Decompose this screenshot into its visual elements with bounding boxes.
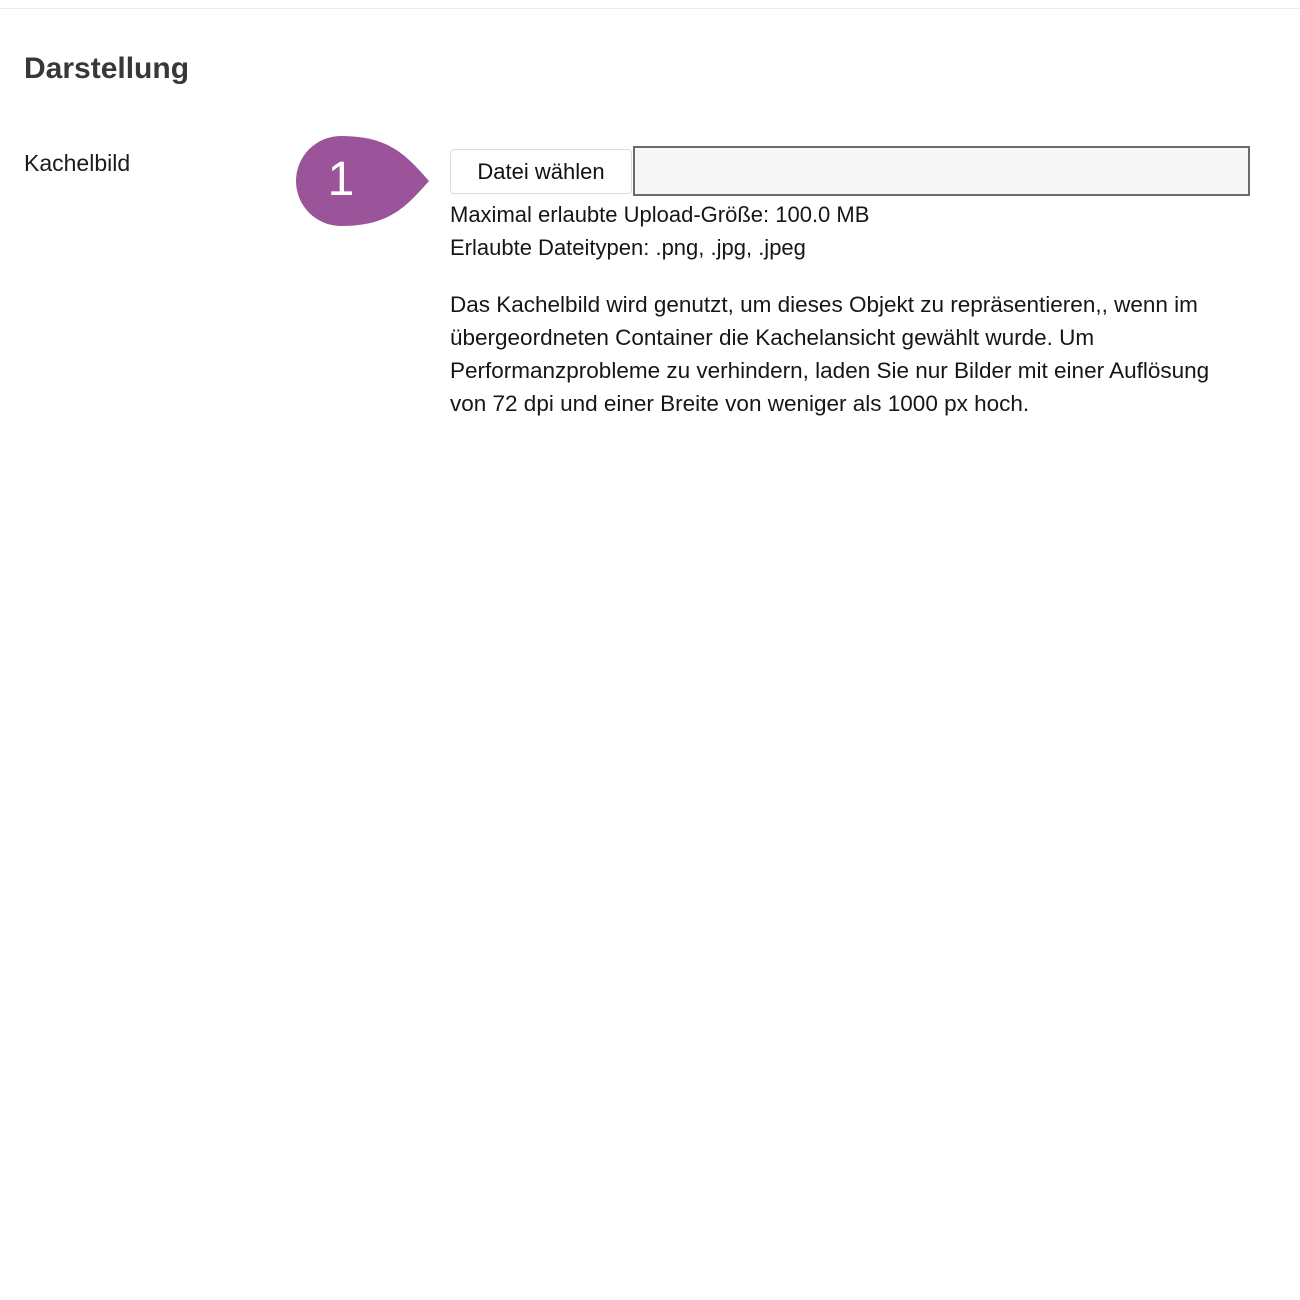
- section-title: Darstellung: [24, 52, 190, 85]
- kachelbild-field-label: Kachelbild: [24, 150, 131, 176]
- tour-step-number: 1: [327, 153, 355, 206]
- top-divider: [0, 8, 1300, 9]
- tour-step-marker: [296, 136, 432, 226]
- kachelbild-byline: Das Kachelbild wird genutzt, um dieses Objekt zu repräsentieren,, wenn im übergeordneten Container die Kachelansicht gewählt wurde. Um Performanzprobleme zu verhindern, laden Sie nur Bilder mit einer Auflösung von 72 dpi und einer Breite von weniger als 1000 px hoch.: [450, 292, 1210, 416]
- choose-file-button[interactable]: Datei wählen: [450, 149, 632, 194]
- allowed-filetypes-hint: Erlaubte Dateitypen: .png, .jpg, .jpeg: [450, 235, 806, 260]
- max-upload-size-hint: Maximal erlaubte Upload-Größe: 100.0 MB: [450, 202, 870, 227]
- file-value-field[interactable]: [633, 146, 1250, 196]
